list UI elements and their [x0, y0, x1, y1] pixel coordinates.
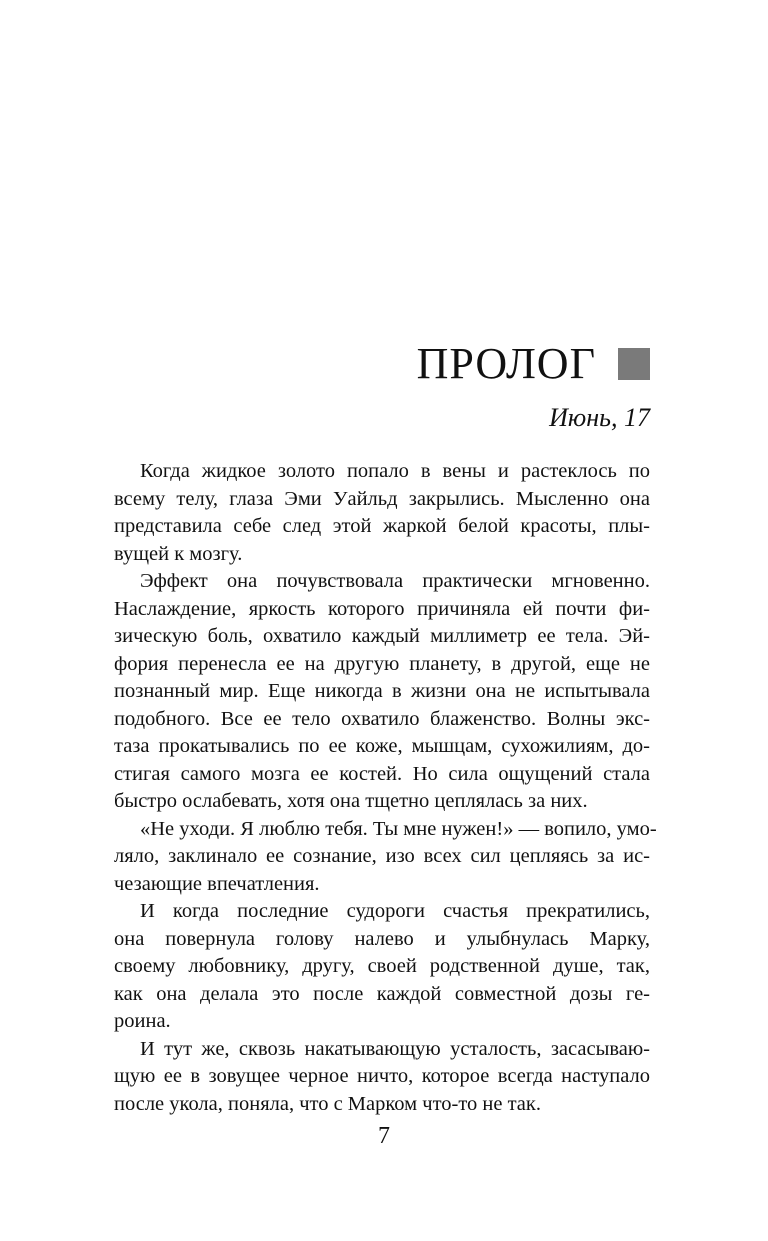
text-line: щую ее в зовущее черное ничто, которое всегда наступало	[114, 1065, 650, 1087]
text-line: зическую боль, охватило каждый миллиметр ее тела. Эй-	[114, 625, 650, 647]
text-line: представила себе след этой жаркой белой красоты, плы-	[114, 515, 650, 537]
text-line: стигая самого мозга ее костей. Но сила ощущений стала	[114, 762, 650, 785]
paragraph	[114, 568, 650, 816]
text-line: роина.	[114, 1010, 171, 1032]
text-line: после укола, поняла, что с Марком что-то не так.	[114, 1092, 541, 1115]
chapter-date: Июнь, 17	[549, 403, 650, 432]
text-line: фория перенесла ее на другую планету, в другой, еще не	[114, 652, 650, 675]
text-line: своему любовнику, другу, своей родственной душе, так,	[114, 955, 650, 977]
chapter-title: ПРОЛОГ	[416, 339, 596, 388]
text-line: «Не уходи. Я люблю тебя. Ты мне нужен!» — вопило, умо-	[140, 817, 657, 840]
text-line: таза прокатывались по ее коже, мышцам, сухожилиям, до-	[114, 735, 650, 757]
paragraph	[114, 816, 657, 899]
body-text	[114, 458, 657, 1118]
text-line: вущей к мозгу.	[114, 542, 243, 565]
chapter-header	[416, 339, 650, 388]
text-line: Когда жидкое золото попало в вены и растеклось по	[140, 460, 650, 482]
text-line: Эффект она почувствовала практически мгновенно.	[140, 570, 650, 592]
text-line: И когда последние судороги счастья прекратились,	[140, 900, 650, 922]
paragraph	[114, 898, 650, 1036]
text-line: Наслаждение, яркость которого причиняла ей почти фи-	[114, 597, 650, 620]
text-line: быстро ослабевать, хотя она тщетно цеплялась за них.	[114, 790, 588, 812]
text-line: ляло, заклинало ее сознание, изо всех сил цепляясь за ис-	[114, 845, 650, 867]
paragraph	[114, 1036, 650, 1119]
text-line: как она делала это после каждой совместной дозы ге-	[114, 982, 650, 1005]
paragraph	[114, 458, 650, 568]
text-line: всему телу, глаза Эми Уайльд закрылись. Мысленно она	[114, 487, 650, 510]
text-line: чезающие впечатления.	[114, 872, 320, 895]
text-line: подобного. Все ее тело охватило блаженство. Волны экс-	[114, 707, 650, 730]
text-line: познанный мир. Еще никогда в жизни она не испытывала	[114, 680, 650, 702]
text-line: она повернула голову налево и улыбнулась Марку,	[114, 927, 650, 950]
chapter-marker-square	[618, 348, 650, 380]
page-number: 7	[378, 1123, 390, 1149]
text-line: И тут же, сквозь накатывающую усталость, засасываю-	[140, 1037, 650, 1060]
